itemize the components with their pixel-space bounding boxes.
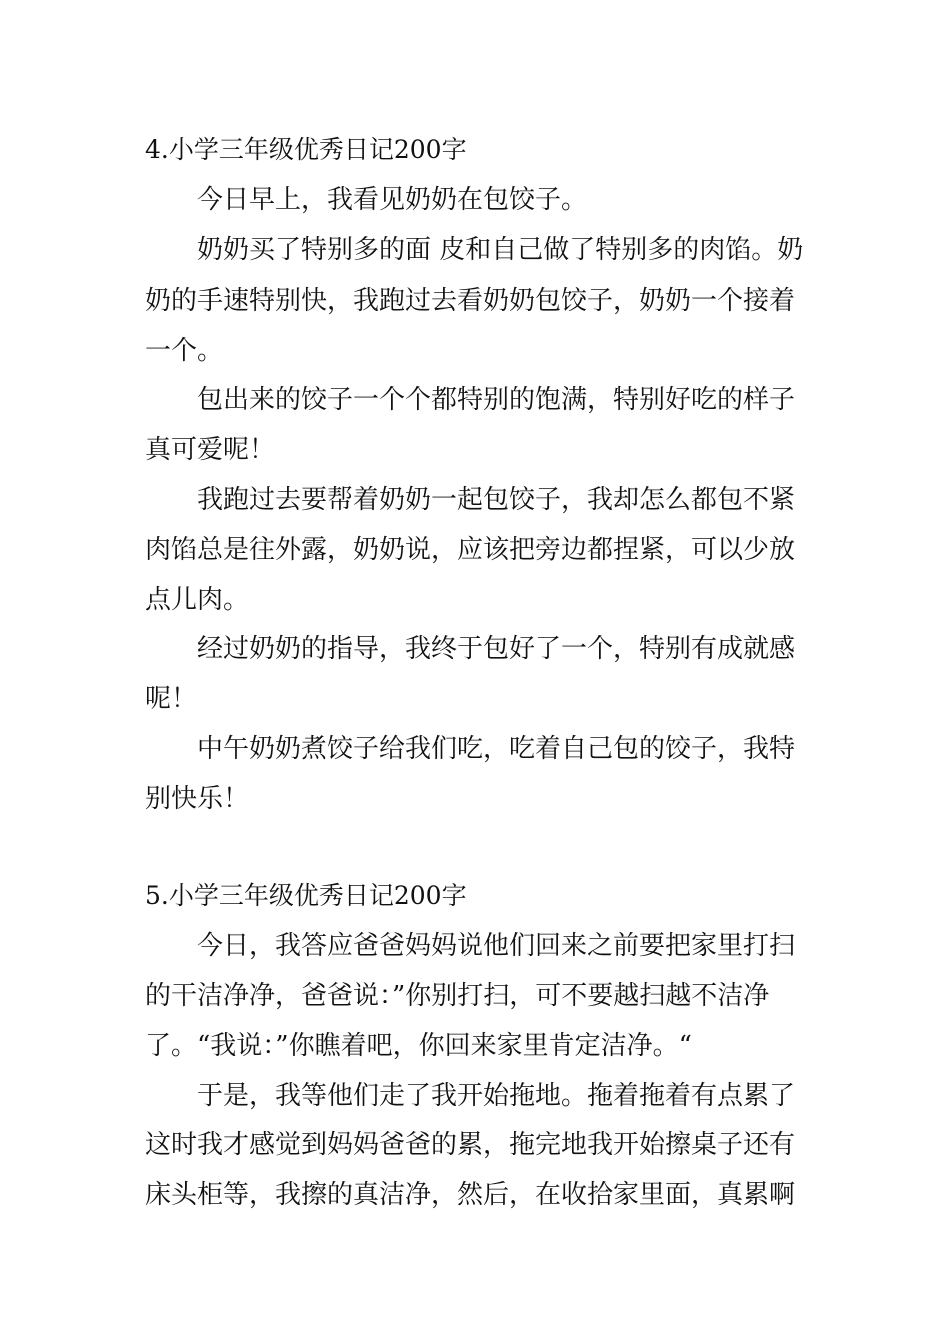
paragraph-line: 中午奶奶煮饺子给我们吃，吃着自己包的饺子，我特 <box>197 734 796 764</box>
paragraph-line: 真可爱呢！ <box>145 435 276 465</box>
paragraph-line: 了。“我说：”你瞧着吧，你回来家里肯定洁净。“ <box>145 1031 692 1061</box>
paragraph-line: 点儿肉。 <box>145 585 250 615</box>
paragraph-line: 呢！ <box>145 684 198 714</box>
section-4-heading: 4.小学三年级优秀日记200字 <box>145 135 467 164</box>
paragraph-line: 包出来的饺子一个个都特别的饱满，特别好吃的样子 <box>197 385 796 415</box>
paragraph-line: 今日，我答应爸爸妈妈说他们回来之前要把家里打扫 <box>197 931 796 961</box>
paragraph-line: 肉馅总是往外露，奶奶说，应该把旁边都捏紧，可以少放 <box>145 535 796 565</box>
paragraph-line: 于是，我等他们走了我开始拖地。拖着拖着有点累了 <box>197 1081 796 1111</box>
section-5-heading: 5.小学三年级优秀日记200字 <box>145 881 467 910</box>
paragraph-line: 的干洁净净，爸爸说：”你别打扫，可不要越扫越不洁净 <box>145 981 770 1011</box>
paragraph-line: 今日早上，我看见奶奶在包饺子。 <box>197 185 588 215</box>
paragraph-line: 这时我才感觉到妈妈爸爸的累，拖完地我开始擦桌子还有 <box>145 1130 796 1160</box>
paragraph-line: 奶奶买了特别多的面 皮和自己做了特别多的肉馅。奶 <box>197 235 804 265</box>
paragraph-line: 一个。 <box>145 336 224 366</box>
paragraph-line: 别快乐！ <box>145 784 250 814</box>
paragraph-line: 床头柜等，我擦的真洁净，然后，在收拾家里面，真累啊 <box>145 1180 796 1210</box>
paragraph-line: 我跑过去要帮着奶奶一起包饺子，我却怎么都包不紧 <box>197 485 796 515</box>
paragraph-line: 奶的手速特别快，我跑过去看奶奶包饺子，奶奶一个接着 <box>145 286 796 316</box>
paragraph-line: 经过奶奶的指导，我终于包好了一个，特别有成就感 <box>197 634 796 664</box>
